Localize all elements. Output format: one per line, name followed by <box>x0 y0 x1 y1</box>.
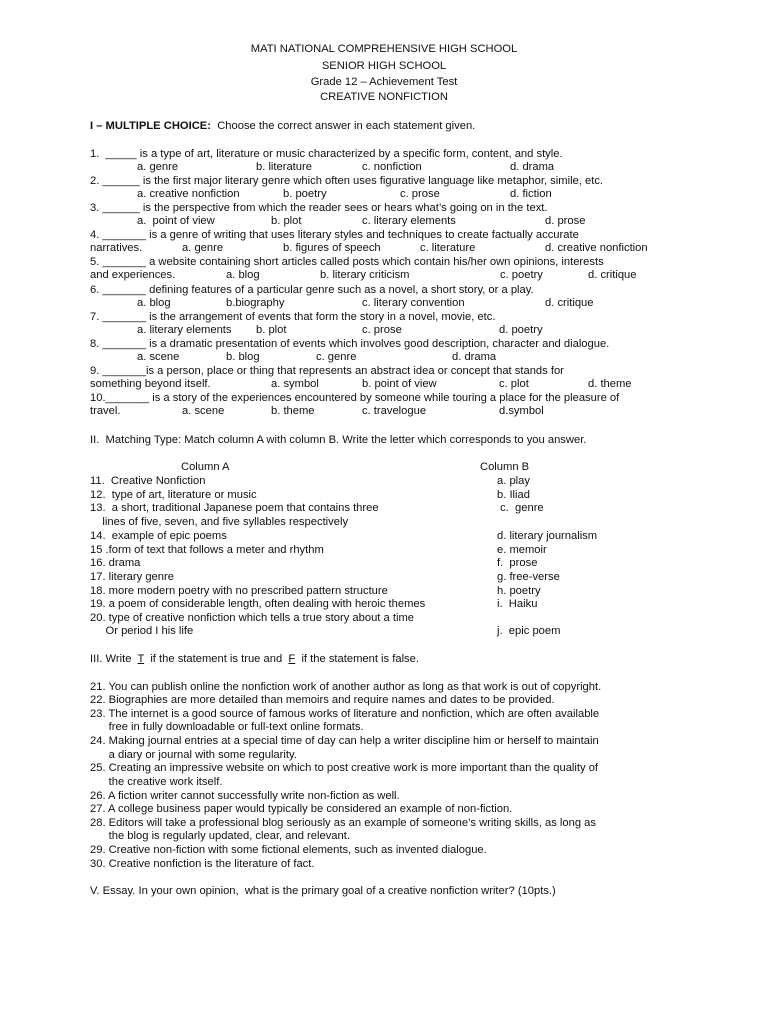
q4-choice-a: a. genre <box>182 242 224 254</box>
column-b-header: Column B <box>480 461 530 473</box>
col-b-item: b. Iliad <box>497 489 530 501</box>
tf-statement: 29. Creative non-fiction with some fictional elements, such as invented dialogue. <box>90 844 487 856</box>
q3-choice-c: c. literary elements <box>362 215 456 227</box>
tf-statement: 25. Creating an impressive website on which to post creative work is more important than the quality of <box>90 762 599 774</box>
col-a-item: 19. a poem of considerable length, often dealing with heroic themes <box>90 598 426 610</box>
col-b-item: f. prose <box>497 557 538 569</box>
q9-choice-c: c. plot <box>499 378 529 390</box>
col-b-item: e. memoir <box>497 544 547 556</box>
q8-choice-a: a. scene <box>137 351 180 363</box>
q6-choice-c: c. literary convention <box>362 297 465 309</box>
tf-statement: 28. Editors will take a professional blog seriously as an example of someone’s writing skills, as long as <box>90 817 596 829</box>
part1-heading: I – MULTIPLE CHOICE: <box>90 120 211 132</box>
tf-statement-cont: a diary or journal with some regularity. <box>90 749 297 761</box>
q7-choice-c: c. prose <box>362 324 402 336</box>
q1-choice-c: c. nonfiction <box>362 161 422 173</box>
col-a-item: 13. a short, traditional Japanese poem that contains three <box>90 502 379 514</box>
tf-statement: 22. Biographies are more detailed than memoirs and require names and dates to be provided. <box>90 694 555 706</box>
q3-choice-b: b. plot <box>271 215 302 227</box>
q3-choice-d: d. prose <box>545 215 586 227</box>
essay-question: V. Essay. In your own opinion, what is the primary goal of a creative nonfiction writer? (10pts.) <box>90 885 556 897</box>
question-5-cont: and experiences. <box>90 269 176 281</box>
question-5: 5. _______ a website containing short articles called posts which contain his/her own opinions, interests <box>90 256 604 268</box>
column-a-header: Column A <box>181 461 230 473</box>
q4-choice-c: c. literature <box>420 242 476 254</box>
part3-heading-a: III. Write <box>90 653 138 665</box>
test-title: Grade 12 – Achievement Test <box>310 76 458 88</box>
false-mark: F <box>288 653 296 665</box>
q7-choice-d: d. poetry <box>499 324 543 336</box>
question-4-cont: narratives. <box>90 242 143 254</box>
q5-choice-a: a. blog <box>226 269 260 281</box>
part1-instruction: Choose the correct answer in each statement given. <box>211 120 476 132</box>
col-b-item: i. Haiku <box>497 598 538 610</box>
tf-statement: 26. A fiction writer cannot successfully write non-fiction as well. <box>90 790 400 802</box>
q2-choice-c: c. prose <box>400 188 440 200</box>
question-10-cont: travel. <box>90 405 121 417</box>
part2-heading: II. Matching Type: Match column A with column B. Write the letter which corresponds to you answer. <box>90 434 587 446</box>
question-9: 9. _______is a person, place or thing that represents an abstract idea or concept that stands for <box>90 365 564 377</box>
q4-choice-b: b. figures of speech <box>283 242 381 254</box>
q1-choice-d: d. drama <box>510 161 555 173</box>
col-b-item: h. poetry <box>497 585 541 597</box>
q9-choice-a: a. symbol <box>271 378 319 390</box>
q10-choice-d: d.symbol <box>499 405 544 417</box>
col-b-item: c. genre <box>497 502 544 514</box>
q4-choice-d: d. creative nonfiction <box>545 242 648 254</box>
q7-choice-b: b. plot <box>256 324 287 336</box>
q7-choice-a: a. literary elements <box>137 324 232 336</box>
school-level: SENIOR HIGH SCHOOL <box>321 60 447 72</box>
tf-statement: 27. A college business paper would typically be considered an example of non-fiction. <box>90 803 513 815</box>
q2-choice-a: a. creative nonfiction <box>137 188 240 200</box>
q5-choice-b: b. literary criticism <box>320 269 410 281</box>
true-mark: T <box>137 653 145 665</box>
q5-choice-c: c. poetry <box>500 269 543 281</box>
question-7: 7. _______ is the arrangement of events that form the story in a novel, movie, etc. <box>90 311 496 323</box>
q8-choice-b: b. blog <box>226 351 260 363</box>
part3-heading-b: if the statement is true and <box>144 653 289 665</box>
q6-choice-b: b.biography <box>226 297 285 309</box>
col-a-item: 16. drama <box>90 557 141 569</box>
question-10: 10._______ is a story of the experiences encountered by someone while touring a place for the pleasure of <box>90 392 620 404</box>
col-b-item: d. literary journalism <box>497 530 598 542</box>
col-a-item: 20. type of creative nonfiction which tells a true story about a time <box>90 612 414 624</box>
question-8: 8. _______ is a dramatic presentation of events which involves good description, character and dialogue. <box>90 338 610 350</box>
tf-statement: 21. You can publish online the nonfiction work of another author as long as that work is out of copyright. <box>90 681 602 693</box>
part1-heading-line <box>90 120 475 133</box>
col-a-item: lines of five, seven, and five syllables respectively <box>90 516 349 528</box>
tf-statement: 30. Creative nonfiction is the literature of fact. <box>90 858 315 870</box>
col-a-item: 15 .form of text that follows a meter and rhythm <box>90 544 324 556</box>
col-a-item: Or period I his life <box>90 625 194 637</box>
col-b-item: g. free-verse <box>497 571 560 583</box>
q6-choice-d: d. critique <box>545 297 594 309</box>
col-b-item: j. epic poem <box>497 625 561 637</box>
tf-statement-cont: free in fully downloadable or full-text online formats. <box>90 721 364 733</box>
question-9-cont: something beyond itself. <box>90 378 211 390</box>
q2-choice-d: d. fiction <box>510 188 552 200</box>
col-a-item: 12. type of art, literature or music <box>90 489 257 501</box>
tf-statement: 23. The internet is a good source of famous works of literature and nonfiction, which are often available <box>90 708 600 720</box>
q10-choice-c: c. travelogue <box>362 405 427 417</box>
question-1: 1. _____ is a type of art, literature or music characterized by a specific form, content, and style. <box>90 148 563 160</box>
question-4: 4. _______ is a genre of writing that uses literary styles and techniques to create factually accurate <box>90 229 579 241</box>
q8-choice-c: c. genre <box>316 351 357 363</box>
part3-heading-c: if the statement is false. <box>295 653 419 665</box>
question-3: 3. ______ is the perspective from which the reader sees or hears what’s going on in the text. <box>90 202 548 214</box>
part3-heading <box>90 653 419 666</box>
school-name: MATI NATIONAL COMPREHENSIVE HIGH SCHOOL <box>250 43 518 55</box>
q10-choice-b: b. theme <box>271 405 315 417</box>
q6-choice-a: a. blog <box>137 297 171 309</box>
question-6: 6. _______ defining features of a particular genre such as a novel, a short story, or a play. <box>90 284 534 296</box>
col-a-item: 11. Creative Nonfiction <box>90 475 206 487</box>
subject-title: CREATIVE NONFICTION <box>320 91 448 103</box>
q10-choice-a: a. scene <box>182 405 225 417</box>
tf-statement: 24. Making journal entries at a special time of day can help a writer discipline him or herself to maintain <box>90 735 599 747</box>
question-2: 2. ______ is the first major literary genre which often uses figurative language like metaphor, simile, etc. <box>90 175 604 187</box>
col-a-item: 17. literary genre <box>90 571 174 583</box>
q1-choice-b: b. literature <box>256 161 312 173</box>
q2-choice-b: b. poetry <box>283 188 327 200</box>
q1-choice-a: a. genre <box>137 161 179 173</box>
col-a-item: 18. more modern poetry with no prescribed pattern structure <box>90 585 388 597</box>
q5-choice-d: d. critique <box>588 269 637 281</box>
q3-choice-a: a. point of view <box>137 215 215 227</box>
tf-statement-cont: the creative work itself. <box>90 776 223 788</box>
q8-choice-d: d. drama <box>452 351 497 363</box>
col-a-item: 14. example of epic poems <box>90 530 227 542</box>
q9-choice-b: b. point of view <box>362 378 437 390</box>
q9-choice-d: d. theme <box>588 378 632 390</box>
tf-statement-cont: the blog is regularly updated, clear, and relevant. <box>90 830 350 842</box>
col-b-item: a. play <box>497 475 530 487</box>
